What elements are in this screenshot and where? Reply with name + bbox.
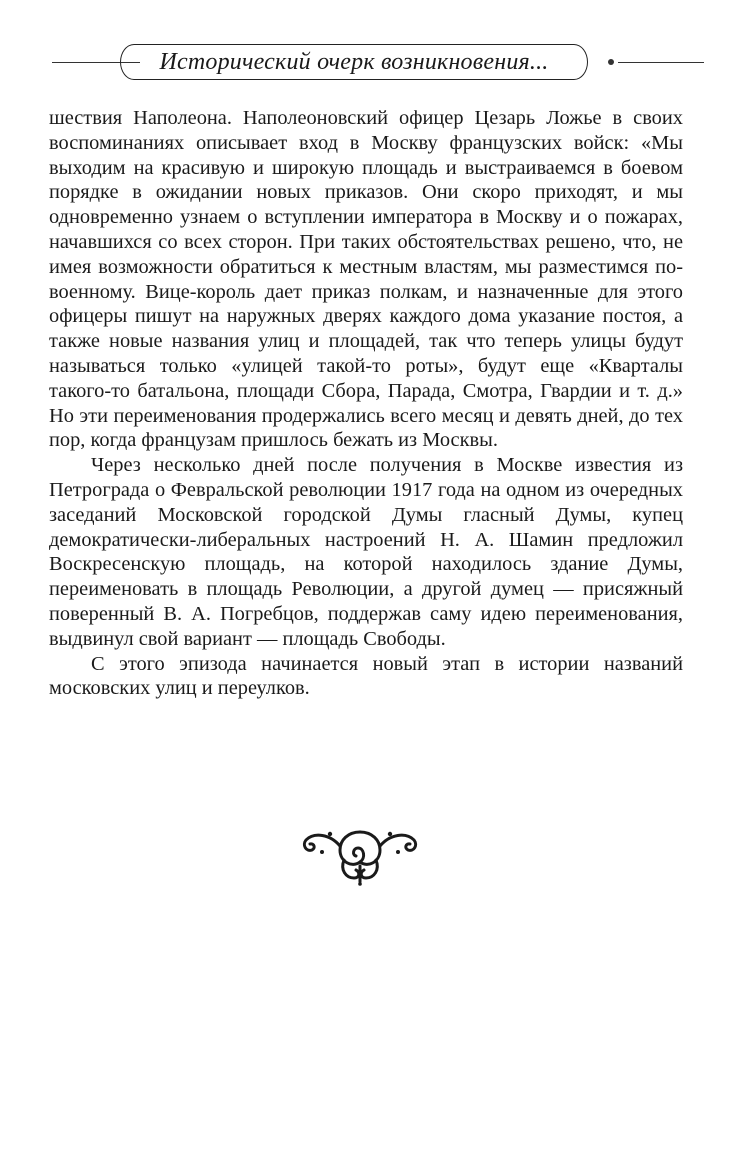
paragraph-1: шествия Наполеона. Наполеоновский офицер Цезарь Ложье в своих воспоминаниях описывает вход в Москву французских войск: «Мы выходим на красивую и широкую площадь и выстраиваемся в боевом порядке в ожидании новых приказов. Они скоро приходят, и мы одновременно узнаем о вступлении императора в Москву и о пожарах, начавшихся со всех сторон. При таких обстоятельствах решено, что, не имея возможности обратиться к местным властям, мы разместимся по-военному. Вице-король дает приказ полкам, и назначенные для этого офицеры пишут на наружных дверях каждого дома указание постоя, а также новые названия улиц и площадей, так что теперь улицы будут называться только «улицей такой-то роты», будут еще «Кварталы такого-то батальона, площади Сбора, Парада, Смотра, Гвардии и т. д.» Но эти переименования продержались всего месяц и девять дней, до тех пор, когда французам пришлось бежать из Москвы. bbox=[49, 107, 683, 452]
running-head-title: Исторический очерк возникновения... bbox=[120, 44, 588, 80]
paragraph-2: Через несколько дней после получения в Москве известия из Петрограда о Февральской революции 1917 года на одном из очередных заседаний Московской городской Думы гласный Думы, купец демократически-либеральных настроений Н. А. Шамин предложил Воскресенскую площадь, на которой находилось здание Думы, переименовать в площадь Революции, а другой думец — присяжный поверенный В. А. Погребцов, поддержав саму идею переименования, выдвинул свой вариант — площадь Свободы. bbox=[49, 454, 683, 650]
header-rule-dot bbox=[608, 59, 614, 65]
running-head bbox=[52, 42, 704, 82]
page-body bbox=[49, 106, 683, 701]
decorative-scroll-ornament-icon bbox=[300, 822, 420, 886]
header-rule-right bbox=[618, 62, 704, 63]
paragraph-3: С этого эпизода начинается новый этап в истории названий московских улиц и переулков. bbox=[49, 652, 683, 700]
